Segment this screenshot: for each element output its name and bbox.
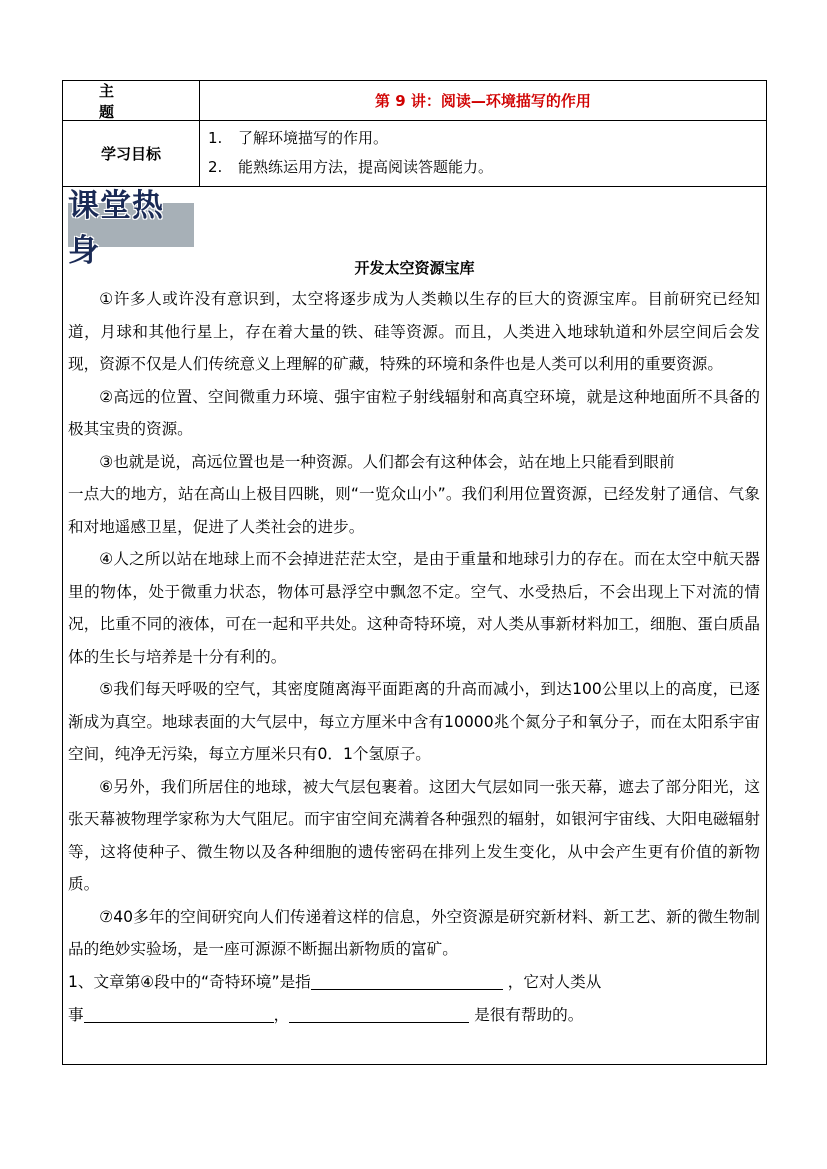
section-banner [68,188,194,269]
question-suffix: 是很有帮助的。 [474,1005,584,1024]
article-paragraph: 一点大的地方，站在高山上极目四眺，则“一览众山小”。我们利用位置资源，已经发射了通信、气象和对地遥感卫星，促进了人类社会的进步。 [68,485,760,536]
question-separator: ， [273,1005,290,1024]
article-paragraph: ③也就是说，高远位置也是一种资源。人们都会有这种体会，站在地上只能看到眼前 [99,452,675,471]
question-line-2 [68,999,760,1032]
article-paragraph: ④人之所以站在地球上而不会掉进茫茫太空，是由于重量和地球引力的存在。而在太空中航天器里的物体，处于微重力状态，物体可悬浮空中飘忽不定。空气、水受热后，不会出现上下对流的情况，比重不同的液体，可在一起和平共处。这种奇特环境，对人类从事新材料加工，细胞、蛋白质晶体的生长与培养是十分有利的。 [68,550,760,666]
goal-number: 2. [208,158,223,176]
question-suffix: ，它对人类从 [507,972,602,991]
topic-label: 主题 [63,81,200,120]
goal-label: 学习目标 [63,121,200,186]
answer-blank-3[interactable] [289,1004,469,1023]
goal-text: 了解环境描写的作用。 [238,129,389,147]
article-paragraph: ⑥另外，我们所居住的地球，被大气层包裹着。这团大气层如同一张天幕，遮去了部分阳光，这张天幕被物理学家称为大气阻尼。而宇宙空间充满着各种强烈的辐射，如银河宇宙线、大阳电磁辐射等，这将使种子、微生物以及各种细胞的遗传密码在排列上发生变化，从中会产生更有价值的新物质。 [68,777,760,893]
article-body [68,283,760,1032]
topic-row [63,81,766,121]
goal-text: 能熟练运用方法，提高阅读答题能力。 [238,158,494,176]
goal-list [200,121,766,189]
goal-item [208,124,766,153]
article-paragraph: ①许多人或许没有意识到，太空将逐步成为人类赖以生存的巨大的资源宝库。目前研究已经知道，月球和其他行星上，存在着大量的铁、硅等资源。而且，人类进入地球轨道和外层空间后会发现，资源不仅是人们传统意义上理解的矿藏，特殊的环境和条件也是人类可以利用的重要资源。 [68,290,760,373]
answer-blank-2[interactable] [84,1004,274,1023]
worksheet-table [62,80,767,1065]
article-paragraph: ⑤我们每天呼吸的空气，其密度随离海平面距离的升高而减小，到达100公里以上的高度，已逐渐成为真空。地球表面的大气层中，每立方厘米中含有10000兆个氮分子和氧分子，而在太阳系宇宙空间，纯净无污染，每立方厘米只有0．1个氢原子。 [68,680,760,763]
question-line-1 [68,966,760,999]
content-area [63,187,766,1064]
question-prefix: 1、文章第④段中的“奇特环境”是指 [68,972,311,991]
goal-number: 1. [208,129,223,147]
answer-blank-1[interactable] [311,971,503,990]
goal-item [208,153,766,182]
goal-row [63,121,766,187]
section-banner-text: 课堂热身 [68,188,164,269]
article-title: 开发太空资源宝库 [354,259,475,277]
question-prefix: 事 [68,1005,84,1024]
article-paragraph: ⑦40多年的空间研究向人们传递着这样的信息，外空资源是研究新材料、新工艺、新的微生物制品的绝妙实验场，是一座可源源不断掘出新物质的富矿。 [68,907,760,958]
topic-value: 第 9 讲：阅读—环境描写的作用 [375,92,591,110]
article-paragraph: ②高远的位置、空间微重力环境、强宇宙粒子射线辐射和高真空环境，就是这种地面所不具备的极其宝贵的资源。 [68,387,760,438]
